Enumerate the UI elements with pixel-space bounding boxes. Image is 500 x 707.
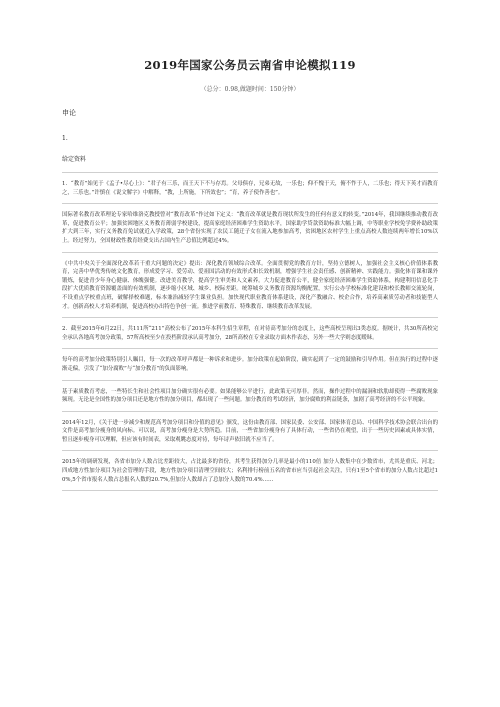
question-number: 1. [62,135,68,142]
section-heading: 申论 [62,109,76,117]
material-paragraph: 国际著名教育改革理论专家哈维洛克教授曾对“教育改革”作过如下定义：“教育改革就是教育现状所发生的任何有意义的转变。”2014年，我国继续推动教育改革，促进教育公平；加强贫困地区义务教育薄弱学校建设，提高家庭经济困难学生资助水平，国家助学贷款资助标准大幅上调，中等职业学校免学费补助政策扩大到三年，实行义务教育免试就近入学政策，28个省份实现了农民工随迁子女在流入地参加高考，贫困地区农村学生上重点高校人数连续两年增长10%以上。经过努力，全国财政性教育经费支出占国内生产总值比例超过4%。 [62,212,438,244]
material-paragraph: 基于素质教育考虑，一些特长生和社会性项目加分确实很有必要。如果能够公平进行，此政策无可厚非。然而，操作过程中的漏洞和软肋却使得一些腐败现象频现。无论是全国性的加分项目还是地方性的加分项目，都出现了一些问题。加分教育的考试经济，加分腐败的利益链条，加剧了高考经济的不公平现象。 [62,388,438,404]
material-paragraph: 2015年的调研发现，各省市加分人数占比差距较大，占比最多的省份，其考生获得加分几率是最小的110倍 加分人数集中在少数省市，尤其是重庆、河北；四成地方性加分项目为社会管理的手段，地方性加分项目清理空间较大；名利排行榜前五名的省市应当引起社会关注，只有1至5个省市的加分人数占比超过10%,5个省市报名人数占总报名人数的20.7%,但加分人数却占了总加分人数的70.4%…… [62,459,438,483]
material-paragraph: 每年的高考加分政策特别引人瞩目，每一次的改革呼声都是一种诉求和进步。加分政策在起始阶段，确实起到了一定的鼓励和引导作用。但在执行的过程中逐渐走偏，引发了“加分腐败”与“加分教育”的负面影响。 [62,357,438,372]
divider [62,490,438,491]
material-label: 给定资料 [62,156,87,163]
page-title: 2019年国家公务员云南省申论模拟119 [144,58,356,72]
material-paragraph: 2．截至2015年6月22日，共111所“211”高校公布了2015年本科生招生章程，在对待高考加分的态度上，这些高校呈现出3类态度。据统计，共30所高校完全承认各地高考加分政策，57所高校至少在投档阶段承认高考加分，28所高校在专业录取方面木作表态，另外一些大学则态度暧昧。 [62,326,438,341]
material-paragraph: 2014年12月，《关于进一步减少和规范高考加分项目和分值的意见》颁发，这份由教育部、国家民委、公安部、国家体育总局、中国科学技术协会联合出台的文件是高考加分瘦身的风向标。可以说，高考加分瘦身是大势所趋。目前，一些省加分瘦身有了具体行动，一些省仍在观望，出于一些历史因素或具体实情，暂且逐步瘦身可以理解，但应该有时间表，采取观眺态度对待，每年诗声依旧就不应当了。 [62,419,438,443]
material-paragraph: 《中共中央关于全面深化改革若干重大问题的决定》提出：深化教育领域综合改革。全面贯彻党的教育方针，坚持立德树人，加强社会主义核心价值体系教育，完善中华优秀传统文化教育，形成爱学习、爱劳动、爱祖国活动的有效形式和长效机制，增强学生社会责任感、创新精神、实践能力。强化体育课和课外锻炼，促进青少年身心健康、体魄强健。改进美育教学，提高学生审美和人文素养。大力促进教育公平，健全家庭经济困难学生资助体系，构建利用信息化手段扩大优质教育资源覆盖面的有效机制，逐步缩小区域、城乡、校际差距。统筹城乡义务教育资源均衡配置，实行公办学校标准化建设和校长教师交流轮岗，不设重点学校重点班，破解择校难题，标本兼治减轻学生课业负担。加快现代职业教育体系建设，深化产教融合、校企合作，培养高素质劳动者和技能型人才。创新高校人才培养机制，促进高校办出特色争创一流。推进学前教育、特殊教育、继续教育改革发展。 [62,260,438,310]
material-paragraph: 1．“教育”始见于《孟子•尽心上》：“君子有三乐，而王天下不与存焉。父母俱存，兄弟无故，一乐也；仰不愧于天，俯不怍于人，二乐也；得天下英才而教育之，三乐也。”许慎在《说文解字》中解释，“教，上所施，下所效也”；“育，养子使作善也”。 [62,181,438,196]
exam-meta: （总分：0.98,做题时间：150分钟） [200,86,300,93]
